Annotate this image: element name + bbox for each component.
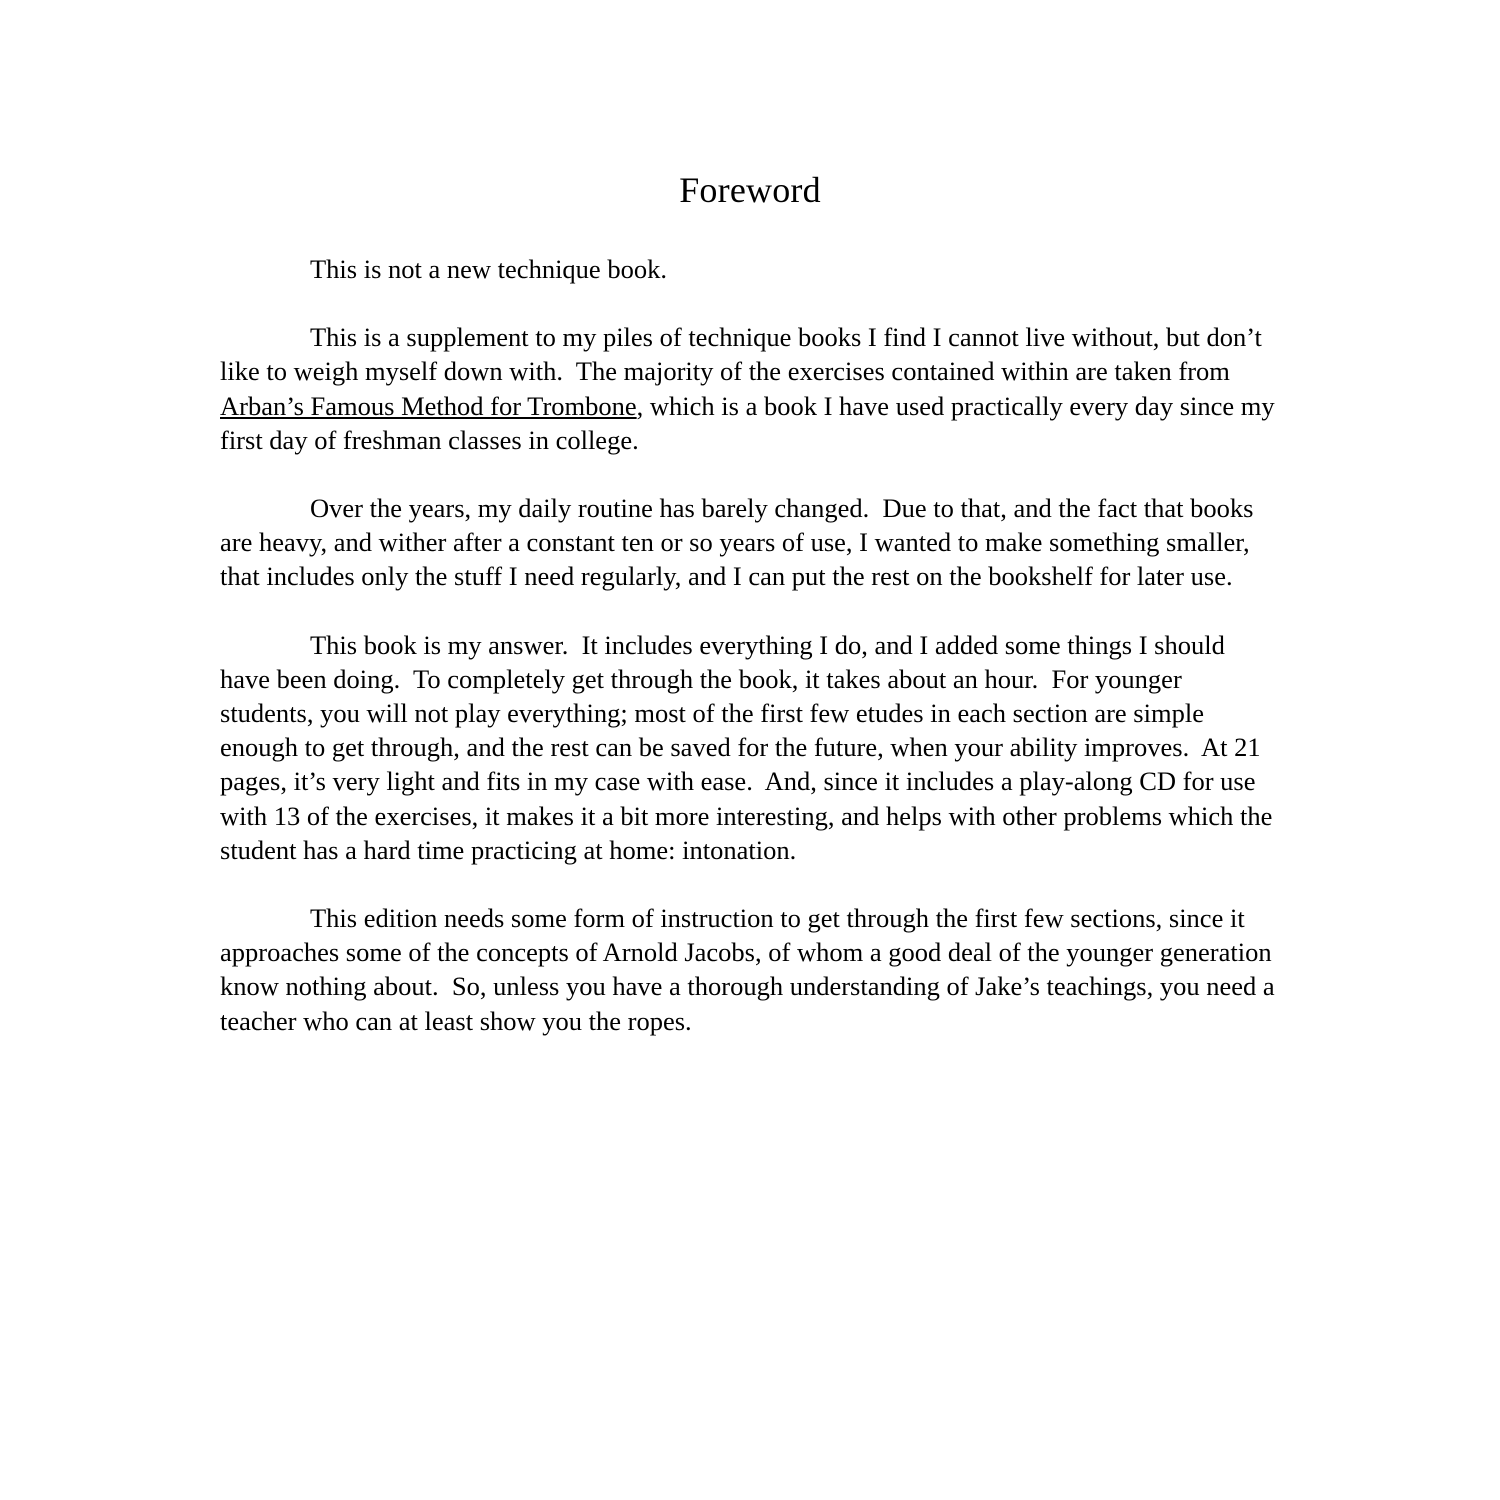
paragraph-1: This is not a new technique book.	[310, 254, 667, 284]
paragraph-5: This edition needs some form of instruction to get through the first few sections, since it approaches some of the concepts of Arnold Jacobs, of whom a good deal of the younger generation know nothing about. So, unless you have a thorough understanding of Jake’s teachings, you need a teacher who can at least show you the ropes.	[220, 903, 1282, 1036]
document-content	[220, 168, 1280, 1038]
page-title: Foreword	[679, 170, 821, 210]
paragraph-3: Over the years, my daily routine has barely changed. Due to that, and the fact that books are heavy, and wither after a constant ten or so years of use, I wanted to make something smaller, that includes only the stuff I need regularly, and I can put the rest on the bookshelf for later use.	[220, 493, 1261, 592]
paragraph-2	[220, 320, 1280, 457]
book-title-arbans-famous-method-for-trombone: Arban’s Famous Method for Trombone	[220, 390, 637, 421]
paragraph-2-part-2: , which is a book I have used practically every day since my first day of freshman classes in college.	[220, 390, 1282, 455]
document-body	[220, 252, 1280, 1038]
paragraph-4: This book is my answer. It includes everything I do, and I added some things I should have been doing. To completely get through the book, it takes about an hour. For younger students, you will not play everything; most of the first few etudes in each section are simple enough to get through, and the rest can be saved for the future, when your ability improves. At 21 pages, it’s very light and fits in my case with ease. And, since it includes a play-along CD for use with 13 of the exercises, it makes it a bit more interesting, and helps with other problems which the student has a hard time practicing at home: intonation.	[220, 629, 1280, 865]
paragraph-2-part-1: This is a supplement to my piles of technique books I find I cannot live without, but don’t like to weigh myself down with. The majority of the exercises contained within are taken from	[220, 322, 1269, 387]
